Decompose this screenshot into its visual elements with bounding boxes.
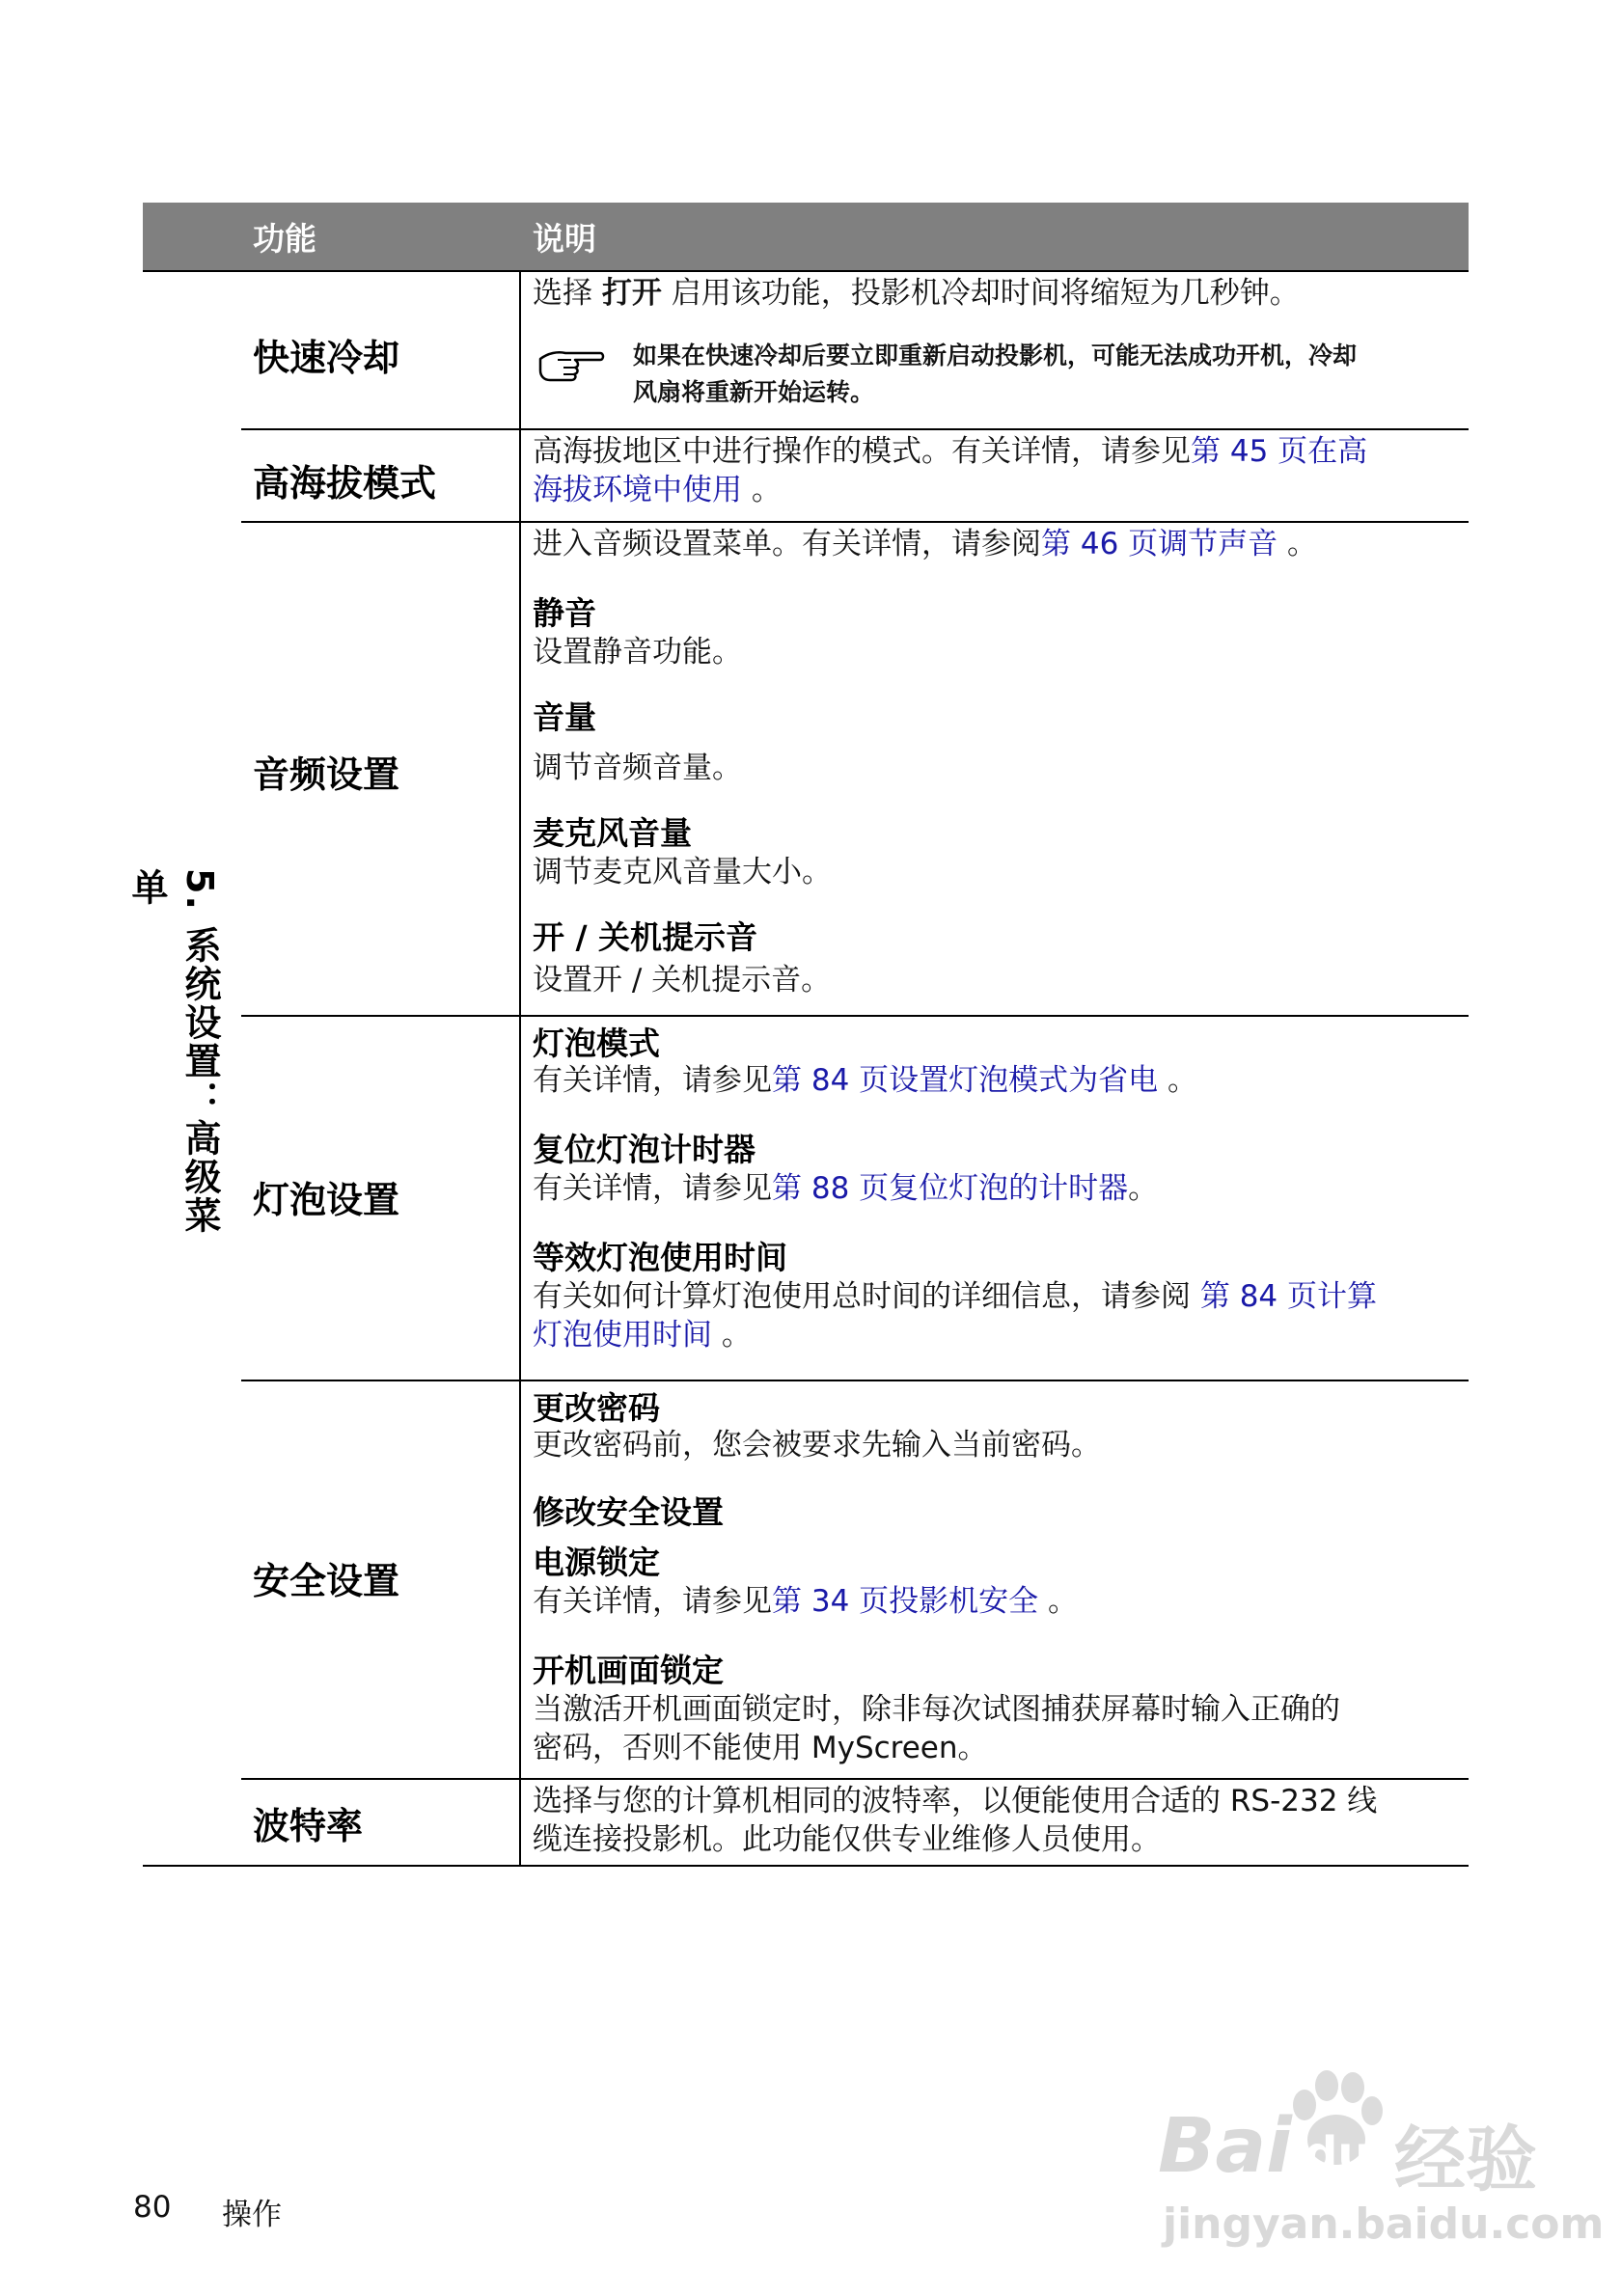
quick-cool-note: 如果在快速冷却后要立即重新启动投影机，可能无法成功开机，冷却 风扇将重新开始运转。 bbox=[633, 342, 1358, 406]
subtitle-splash-lock: 开机画面锁定 bbox=[533, 1652, 724, 1689]
link-lamp-hours-cont[interactable]: 灯泡使用时间 bbox=[533, 1318, 712, 1353]
link-adjust-sound[interactable]: 第 46 页调节声音 bbox=[1041, 527, 1278, 561]
mic-volume-desc: 调节麦克风音量大小。 bbox=[533, 855, 832, 889]
page-number: 80 bbox=[133, 2190, 172, 2225]
subtitle-mic-volume: 麦克风音量 bbox=[533, 814, 692, 852]
pointing-hand-icon bbox=[536, 345, 606, 386]
section-label: 5. 系统设置：高级菜单 bbox=[125, 868, 221, 1236]
function-high-altitude: 高海拔模式 bbox=[253, 462, 437, 505]
footer-section: 操作 bbox=[222, 2198, 282, 2232]
link-reset-lamp-timer[interactable]: 第 88 页复位灯泡的计时器 bbox=[772, 1171, 1129, 1206]
subtitle-modify-security: 修改安全设置 bbox=[533, 1493, 724, 1531]
function-lamp-settings: 灯泡设置 bbox=[253, 1179, 400, 1221]
subtitle-lamp-mode: 灯泡模式 bbox=[533, 1025, 660, 1062]
link-lamp-hours[interactable]: 第 84 页计算 bbox=[1199, 1279, 1378, 1314]
baud-rate-desc: 选择与您的计算机相同的波特率，以便能使用合适的 RS-232 线 缆连接投影机。此功能仅供专业维修人员使用。 bbox=[533, 1784, 1378, 1857]
link-lamp-mode[interactable]: 第 84 页设置灯泡模式为省电 bbox=[772, 1063, 1159, 1098]
watermark-url: jingyan.baidu.com bbox=[1163, 2200, 1605, 2249]
subtitle-mute: 静音 bbox=[533, 594, 596, 632]
row-divider bbox=[241, 1015, 1469, 1017]
audio-intro: 进入音频设置菜单。有关详情，请参阅第 46 页调节声音 。 bbox=[533, 527, 1318, 561]
function-audio-settings: 音频设置 bbox=[253, 753, 400, 796]
function-baud-rate: 波特率 bbox=[253, 1805, 364, 1847]
header-function: 功能 bbox=[253, 220, 316, 258]
row-divider bbox=[241, 428, 1469, 430]
watermark-brand-du: du bbox=[1305, 2127, 1371, 2181]
table-column-divider bbox=[519, 270, 521, 1867]
function-security-settings: 安全设置 bbox=[253, 1560, 400, 1602]
splash-lock-desc: 当激活开机画面锁定时，除非每次试图捕获屏幕时输入正确的 密码，否则不能使用 MyScreen。 bbox=[533, 1692, 1340, 1765]
subtitle-power-tone: 开 / 关机提示音 bbox=[533, 918, 758, 956]
power-lock-desc: 有关详情，请参见第 34 页投影机安全 。 bbox=[533, 1584, 1079, 1619]
subtitle-volume: 音量 bbox=[533, 698, 596, 736]
table-header-rule bbox=[143, 270, 1469, 272]
subtitle-reset-lamp-timer: 复位灯泡计时器 bbox=[533, 1131, 756, 1168]
row-divider bbox=[241, 1380, 1469, 1381]
quick-cool-desc: 选择 打开 启用该功能，投影机冷却时间将缩短为几秒钟。 bbox=[533, 276, 1300, 311]
reset-lamp-timer-desc: 有关详情，请参见第 88 页复位灯泡的计时器。 bbox=[533, 1171, 1159, 1206]
volume-desc: 调节音频音量。 bbox=[533, 751, 742, 785]
link-high-altitude-cont[interactable]: 海拔环境中使用 bbox=[533, 473, 742, 507]
table-bottom-rule bbox=[143, 1865, 1469, 1867]
header-description: 说明 bbox=[533, 220, 596, 258]
subtitle-equivalent-lamp-hours: 等效灯泡使用时间 bbox=[533, 1239, 787, 1276]
mute-desc: 设置静音功能。 bbox=[533, 635, 742, 670]
equivalent-lamp-hours-desc: 有关如何计算灯泡使用总时间的详细信息，请参阅 第 84 页计算 灯泡使用时间 。 bbox=[533, 1279, 1378, 1353]
lamp-mode-desc: 有关详情，请参见第 84 页设置灯泡模式为省电 。 bbox=[533, 1063, 1198, 1098]
change-password-desc: 更改密码前，您会被要求先输入当前密码。 bbox=[533, 1428, 1101, 1462]
table-header-band bbox=[143, 203, 1469, 270]
subtitle-power-lock: 电源锁定 bbox=[533, 1544, 660, 1581]
subtitle-change-password: 更改密码 bbox=[533, 1389, 660, 1427]
high-altitude-desc: 高海拔地区中进行操作的模式。有关详情，请参见第 45 页在高 海拔环境中使用 。 bbox=[533, 434, 1368, 507]
watermark-brand: Bai bbox=[1158, 2103, 1292, 2190]
row-divider bbox=[241, 521, 1469, 523]
link-projector-security[interactable]: 第 34 页投影机安全 bbox=[772, 1584, 1039, 1619]
power-tone-desc: 设置开 / 关机提示音。 bbox=[533, 963, 832, 998]
link-high-altitude[interactable]: 第 45 页在高 bbox=[1191, 434, 1368, 469]
function-quick-cool: 快速冷却 bbox=[253, 337, 400, 379]
watermark-jingyan: 经验 bbox=[1394, 2118, 1537, 2201]
row-divider bbox=[241, 1778, 1469, 1780]
